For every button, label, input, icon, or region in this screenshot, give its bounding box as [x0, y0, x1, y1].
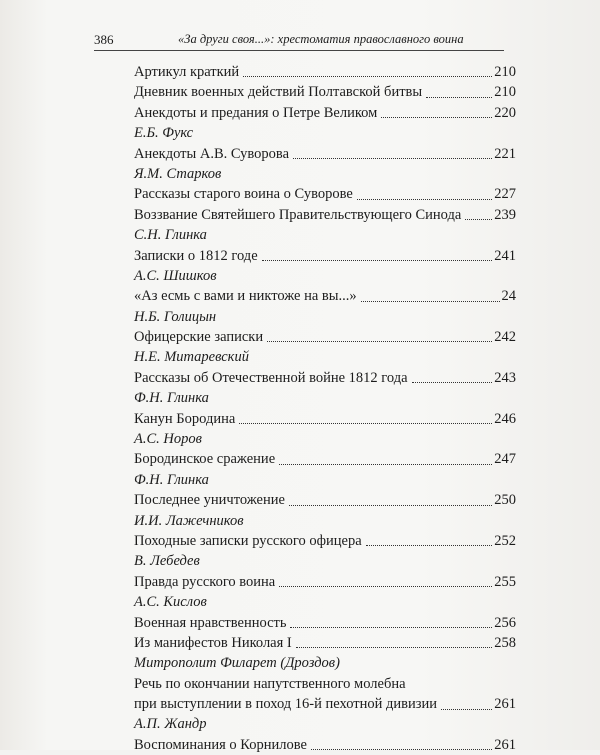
- toc-page-number: 220: [494, 104, 516, 121]
- toc-author: [134, 653, 516, 673]
- toc-author-name: Ф.Н. Глинка: [134, 471, 209, 488]
- toc-author: [134, 429, 516, 449]
- dot-leader: [441, 709, 492, 710]
- toc-author-name: Ф.Н. Глинка: [134, 390, 209, 407]
- toc-author: [134, 388, 516, 408]
- toc-entry: [134, 184, 516, 204]
- toc-entry-title: Воспоминания о Корнилове: [134, 736, 307, 753]
- toc-entry: [134, 246, 516, 266]
- toc-author: [134, 592, 516, 612]
- toc-author: [134, 266, 516, 286]
- page-header: [94, 30, 504, 51]
- toc-entry-title: Анекдоты А.В. Суворова: [134, 145, 290, 162]
- toc-page-number: 261: [494, 736, 516, 753]
- toc-author-name: Н.Б. Голицын: [134, 308, 217, 325]
- dot-leader: [381, 117, 492, 118]
- toc-entry: [134, 409, 516, 429]
- toc-entry-title: Рассказы старого воина о Суворове: [134, 186, 353, 203]
- dot-leader: [296, 647, 493, 648]
- toc-entry-title: Военная нравственность: [134, 614, 287, 631]
- toc-author: [134, 715, 516, 735]
- toc-author: [134, 307, 516, 327]
- dot-leader: [465, 219, 492, 220]
- toc-page-number: 239: [494, 206, 516, 223]
- toc-entry-title: Артикул краткий: [134, 63, 240, 80]
- dot-leader: [293, 158, 492, 159]
- toc-entry-title: Рассказы об Отечественной войне 1812 года: [134, 369, 408, 386]
- toc-author-name: А.П. Жандр: [134, 716, 207, 733]
- dot-leader: [279, 586, 492, 587]
- toc-page-number: 246: [494, 410, 516, 427]
- dot-leader: [361, 301, 500, 302]
- toc-page-number: 24: [501, 288, 516, 305]
- toc-page-number: 227: [494, 186, 516, 203]
- toc-page-number: 261: [494, 696, 516, 713]
- toc-entry: [134, 144, 516, 164]
- table-of-contents: [134, 62, 516, 755]
- dot-leader: [412, 382, 493, 383]
- toc-page-number: 250: [494, 492, 516, 509]
- toc-entry: [134, 490, 516, 510]
- toc-author-name: С.Н. Глинка: [134, 227, 207, 244]
- toc-author-name: А.С. Норов: [134, 431, 202, 448]
- dot-leader: [279, 464, 492, 465]
- toc-entry: [134, 633, 516, 653]
- toc-entry: [134, 449, 516, 469]
- dot-leader: [290, 627, 492, 628]
- toc-page-number: 256: [494, 614, 516, 631]
- page-number: 386: [94, 32, 114, 47]
- toc-author: [134, 164, 516, 184]
- toc-entry: [134, 694, 516, 714]
- toc-author-name: Н.Е. Митаревский: [134, 349, 249, 366]
- dot-leader: [267, 341, 492, 342]
- toc-page-number: 210: [494, 63, 516, 80]
- dot-leader: [239, 423, 492, 424]
- toc-author-name: А.С. Кислов: [134, 594, 207, 611]
- dot-leader: [289, 505, 492, 506]
- toc-page-number: 247: [494, 451, 516, 468]
- toc-entry: [134, 62, 516, 82]
- toc-page-number: 255: [494, 573, 516, 590]
- toc-entry-title: Бородинское сражение: [134, 451, 276, 468]
- toc-entry-title: Речь по окончании напутственного молебна: [134, 675, 406, 692]
- toc-author: [134, 470, 516, 490]
- toc-entry: [134, 368, 516, 388]
- toc-entry: [134, 531, 516, 551]
- toc-entry-title: «Аз есмь с вами и никтоже на вы...»: [134, 288, 357, 305]
- toc-entry-title: Офицерские записки: [134, 329, 264, 346]
- toc-author: [134, 225, 516, 245]
- toc-page-number: 221: [494, 145, 516, 162]
- toc-entry-title: Из манифестов Николая I: [134, 634, 292, 651]
- running-title: «За други своя...»: хрестоматия православного воина: [178, 32, 464, 46]
- toc-author-name: Митрополит Филарет (Дроздов): [134, 655, 340, 672]
- toc-entry-title: Воззвание Святейшего Правительствующего Синода: [134, 206, 462, 223]
- toc-page-number: 242: [494, 329, 516, 346]
- dot-leader: [262, 260, 493, 261]
- toc-entry: [134, 572, 516, 592]
- dot-leader: [243, 76, 492, 77]
- toc-entry-title: при выступлении в поход 16-й пехотной дивизии: [134, 696, 437, 713]
- toc-page-number: 252: [494, 532, 516, 549]
- toc-author: [134, 511, 516, 531]
- toc-page-number: 210: [494, 84, 516, 101]
- toc-entry: [134, 103, 516, 123]
- toc-entry-title: Канун Бородина: [134, 410, 236, 427]
- toc-page-number: 241: [494, 247, 516, 264]
- toc-entry-title: Походные записки русского офицера: [134, 532, 362, 549]
- toc-author-name: И.И. Лажечников: [134, 512, 244, 529]
- toc-author-name: В. Лебедев: [134, 553, 200, 570]
- toc-author: [134, 347, 516, 367]
- toc-entry: [134, 82, 516, 102]
- toc-entry: [134, 613, 516, 633]
- dot-leader: [426, 97, 492, 98]
- toc-page-number: 258: [494, 634, 516, 651]
- toc-entry-title: Последнее уничтожение: [134, 492, 285, 509]
- toc-entry: [134, 674, 516, 694]
- dot-leader: [357, 199, 492, 200]
- toc-author-name: Я.М. Старков: [134, 165, 222, 182]
- dot-leader: [366, 545, 493, 546]
- toc-entry: [134, 327, 516, 347]
- toc-entry-title: Записки о 1812 годе: [134, 247, 258, 264]
- toc-entry: [134, 286, 516, 306]
- toc-entry-title: Правда русского воина: [134, 573, 276, 590]
- toc-page-number: 243: [494, 369, 516, 386]
- toc-entry: [134, 735, 516, 755]
- toc-author-name: А.С. Шишков: [134, 267, 217, 284]
- toc-entry-title: Дневник военных действий Полтавской битвы: [134, 84, 423, 101]
- toc-author: [134, 551, 516, 571]
- toc-entry-title: Анекдоты и предания о Петре Великом: [134, 104, 378, 121]
- toc-author: [134, 123, 516, 143]
- toc-entry: [134, 205, 516, 225]
- toc-author-name: Е.Б. Фукс: [134, 125, 194, 142]
